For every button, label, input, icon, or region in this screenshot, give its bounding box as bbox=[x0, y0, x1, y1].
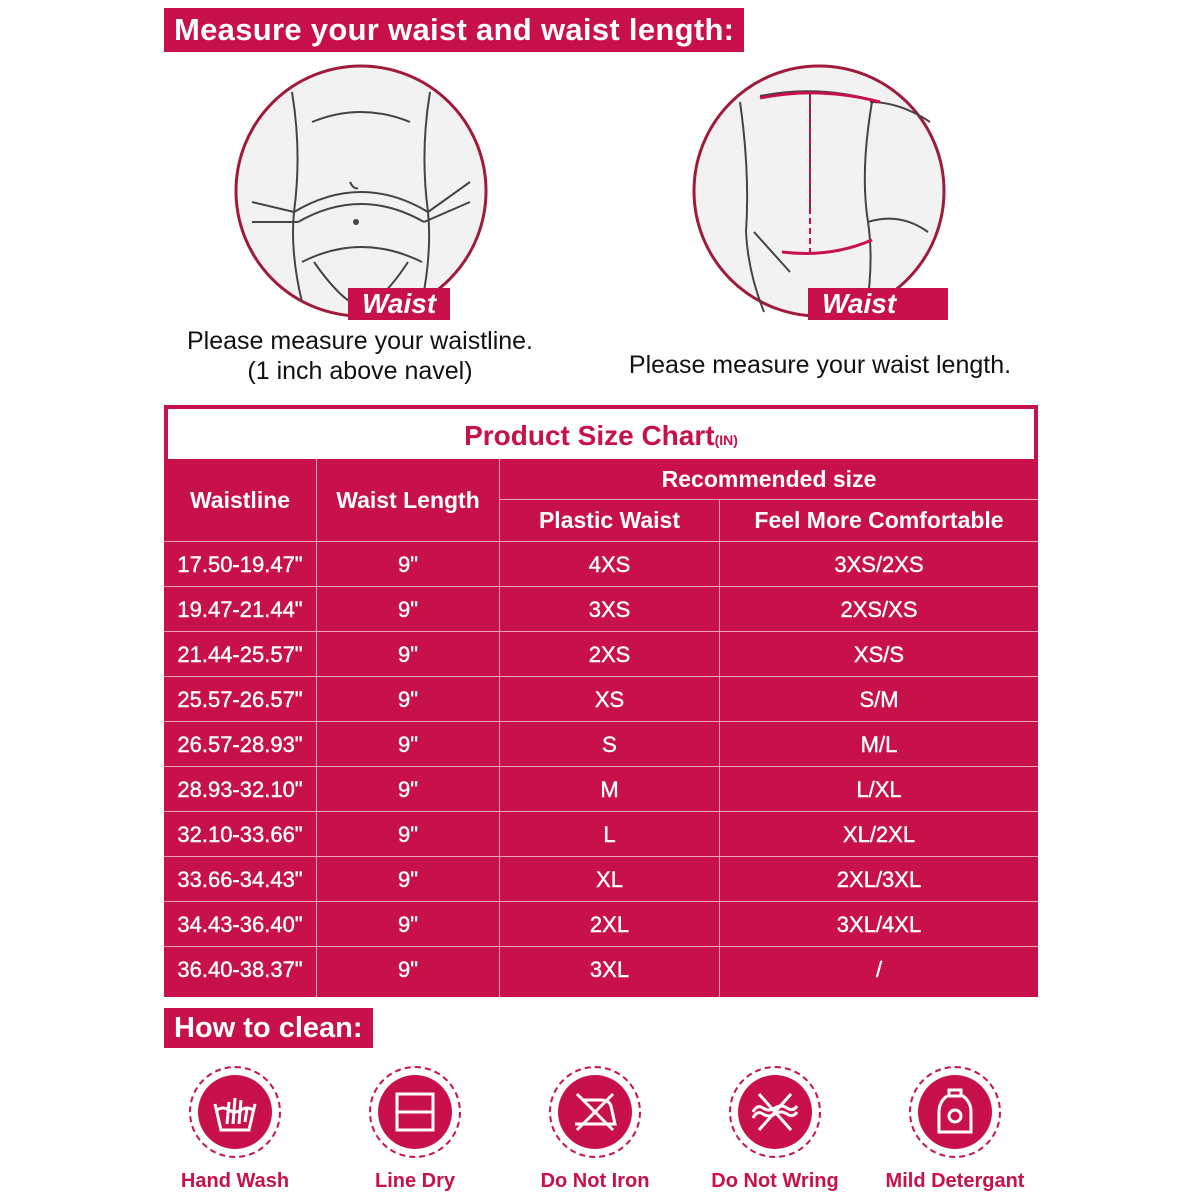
care-hand-wash bbox=[150, 1066, 320, 1193]
waist-instruction-line2: (1 inch above navel) bbox=[247, 357, 473, 385]
mild-detergent-icon bbox=[933, 1086, 977, 1138]
waistline-cell: 17.50-19.47" bbox=[177, 551, 303, 577]
waist-length-label: Waist length bbox=[808, 288, 948, 320]
grid-line bbox=[164, 766, 1038, 767]
care-label-do-not-wring: Do Not Wring bbox=[711, 1170, 839, 1192]
waistline-cell: 33.66-34.43" bbox=[177, 866, 303, 892]
comfortable-size-cell: L/XL bbox=[856, 776, 902, 802]
care-label-line-dry: Line Dry bbox=[374, 1170, 456, 1192]
measure-banner: Measure your waist and waist length: bbox=[164, 8, 744, 52]
care-inner bbox=[198, 1075, 272, 1149]
grid-line bbox=[164, 811, 1038, 812]
waistline-cell: 36.40-38.37" bbox=[177, 956, 303, 982]
waistline-cell: 34.43-36.40" bbox=[177, 911, 303, 937]
care-circle bbox=[909, 1066, 1001, 1158]
plastic-waist-cell: 3XS bbox=[588, 596, 631, 622]
waistline-cell: 19.47-21.44" bbox=[177, 596, 303, 622]
size-chart-title bbox=[166, 407, 1036, 461]
grid-line bbox=[164, 856, 1038, 857]
care-label-hand-wash: Hand Wash bbox=[180, 1170, 290, 1192]
size-chart-table bbox=[164, 405, 1038, 997]
plastic-waist-cell: XS bbox=[594, 686, 625, 712]
grid-line bbox=[500, 499, 1038, 500]
comfortable-size-cell: M/L bbox=[860, 731, 898, 757]
waistline-cell: 28.93-32.10" bbox=[177, 776, 303, 802]
comfortable-size-cell: S/M bbox=[859, 686, 899, 712]
care-do-not-iron bbox=[510, 1066, 680, 1193]
size-chart-unit: (IN) bbox=[714, 432, 738, 448]
grid-line bbox=[164, 721, 1038, 722]
plastic-waist-cell: 3XL bbox=[589, 956, 630, 982]
comfortable-size-cell: XS/S bbox=[853, 641, 905, 667]
comfortable-size-cell: 2XS/XS bbox=[840, 596, 918, 622]
waistline-cell: 26.57-28.93" bbox=[177, 731, 303, 757]
line-dry-icon bbox=[391, 1088, 439, 1136]
plastic-waist-cell: 2XS bbox=[588, 641, 631, 667]
grid-line bbox=[164, 901, 1038, 902]
plastic-waist-cell: 4XS bbox=[588, 551, 631, 577]
how-to-clean-banner: How to clean: bbox=[164, 1008, 373, 1048]
waistline-cell: 32.10-33.66" bbox=[177, 821, 303, 847]
waist-illustration bbox=[232, 62, 490, 320]
size-chart-title-text: Product Size Chart bbox=[464, 420, 715, 451]
plastic-waist-cell: M bbox=[600, 776, 619, 802]
waist-length-cell: 9" bbox=[397, 641, 419, 667]
header-waist-length: Waist Length bbox=[336, 486, 480, 513]
waist-length-instruction bbox=[590, 350, 1050, 380]
grid-line bbox=[164, 631, 1038, 632]
care-inner bbox=[558, 1075, 632, 1149]
plastic-waist-cell: XL bbox=[596, 866, 623, 892]
care-inner bbox=[378, 1075, 452, 1149]
care-circle bbox=[729, 1066, 821, 1158]
care-line-dry bbox=[330, 1066, 500, 1193]
plastic-waist-cell: 2XL bbox=[589, 911, 630, 937]
waistline-cell: 25.57-26.57" bbox=[177, 686, 303, 712]
care-circle bbox=[189, 1066, 281, 1158]
waist-length-cell: 9" bbox=[397, 821, 419, 847]
waist-length-cell: 9" bbox=[397, 686, 419, 712]
care-mild-detergent bbox=[870, 1066, 1040, 1193]
waist-length-cell: 9" bbox=[397, 956, 419, 982]
grid-line bbox=[164, 541, 1038, 542]
care-circle bbox=[549, 1066, 641, 1158]
waist-length-illustration bbox=[690, 62, 948, 351]
waist-length-cell: 9" bbox=[397, 776, 419, 802]
waist-instruction bbox=[150, 326, 570, 386]
comfortable-size-cell: 3XS/2XS bbox=[834, 551, 924, 577]
comfortable-size-cell: / bbox=[875, 956, 883, 982]
waist-label: Waist bbox=[348, 288, 450, 320]
waist-instruction-line1: Please measure your waistline. bbox=[187, 327, 533, 355]
header-feel-more-comfortable: Feel More Comfortable bbox=[754, 507, 1004, 533]
plastic-waist-cell: S bbox=[602, 731, 617, 757]
waist-length-cell: 9" bbox=[397, 551, 419, 577]
waist-length-cell: 9" bbox=[397, 596, 419, 622]
header-plastic-waist: Plastic Waist bbox=[538, 507, 681, 533]
grid-line bbox=[316, 459, 317, 997]
grid-line bbox=[164, 946, 1038, 947]
plastic-waist-cell: L bbox=[603, 821, 616, 847]
header-recommended-size: Recommended size bbox=[661, 465, 877, 492]
grid-line bbox=[164, 676, 1038, 677]
care-label-mild-detergent: Mild Detergant bbox=[885, 1170, 1025, 1192]
waistline-cell: 21.44-25.57" bbox=[177, 641, 303, 667]
grid-line bbox=[719, 500, 720, 997]
comfortable-size-cell: 3XL/4XL bbox=[836, 911, 922, 937]
waist-length-instruction-line1: Please measure your waist length. bbox=[628, 351, 1012, 379]
care-circle bbox=[369, 1066, 461, 1158]
do-not-iron-icon bbox=[569, 1086, 621, 1138]
care-do-not-wring bbox=[690, 1066, 860, 1193]
care-label-do-not-iron: Do Not Iron bbox=[540, 1170, 650, 1192]
waist-length-cell: 9" bbox=[397, 866, 419, 892]
waist-length-cell: 9" bbox=[397, 731, 419, 757]
hand-wash-icon bbox=[209, 1086, 261, 1138]
grid-line bbox=[499, 459, 500, 997]
grid-line bbox=[164, 586, 1038, 587]
header-waistline: Waistline bbox=[189, 486, 291, 513]
waist-length-cell: 9" bbox=[397, 911, 419, 937]
comfortable-size-cell: 2XL/3XL bbox=[836, 866, 922, 892]
care-inner bbox=[738, 1075, 812, 1149]
do-not-wring-icon bbox=[749, 1086, 801, 1138]
comfortable-size-cell: XL/2XL bbox=[842, 821, 916, 847]
care-inner bbox=[918, 1075, 992, 1149]
